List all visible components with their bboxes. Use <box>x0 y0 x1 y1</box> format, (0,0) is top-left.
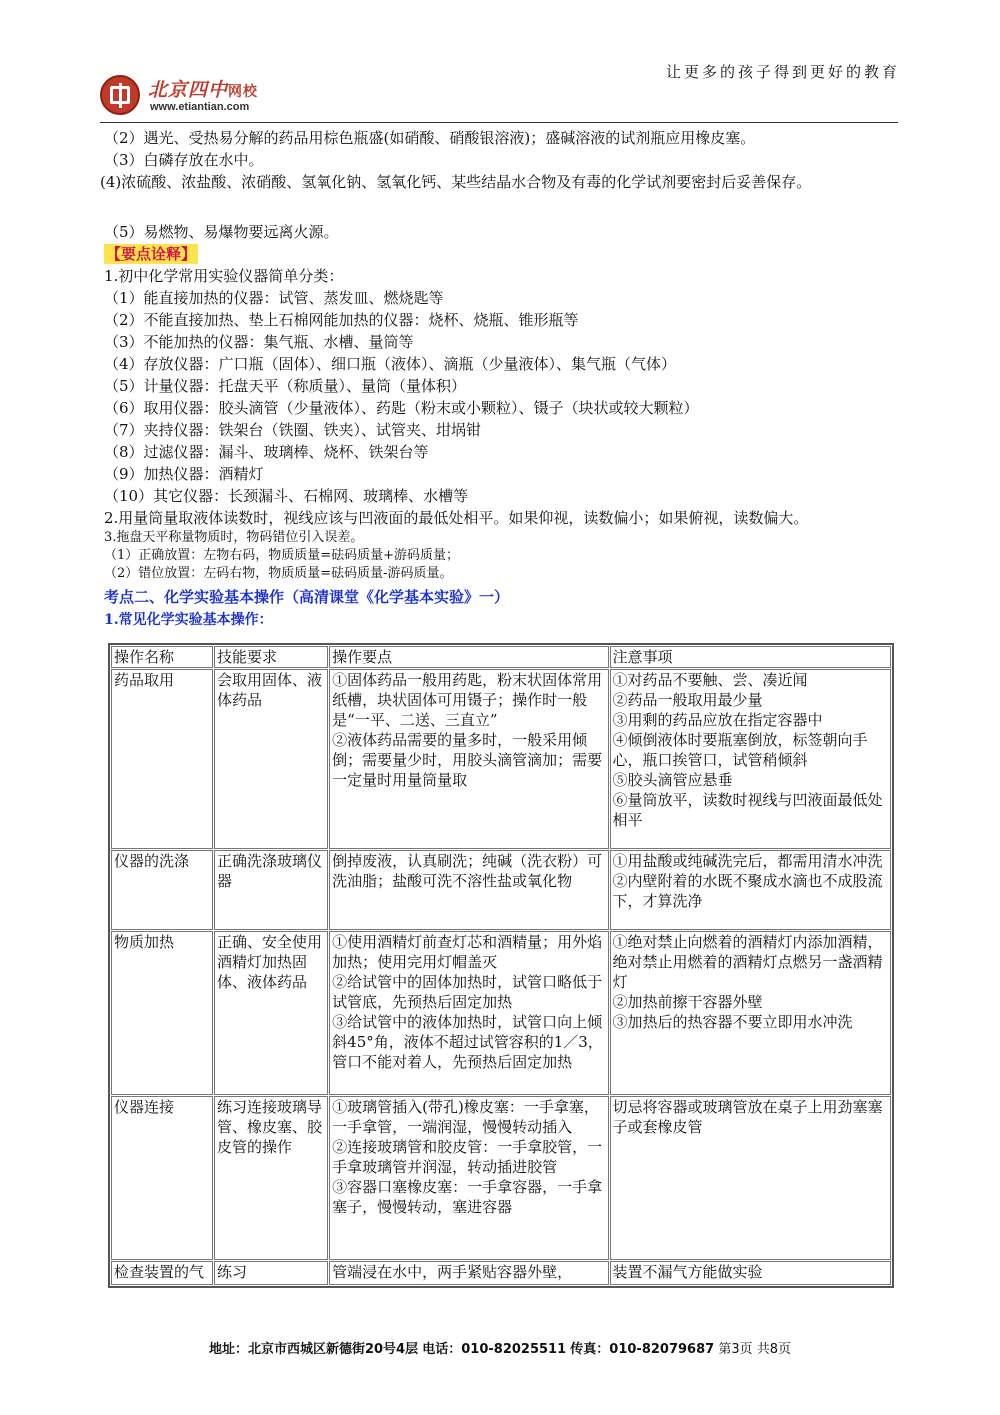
op-name-cell: 仪器连接 <box>111 1096 213 1260</box>
op-notes-cell: ①用盐酸或纯碱洗完后，都需用清水冲洗 ②内壁附着的水既不聚成水滴也不成股流下，才算洗净 <box>610 850 891 930</box>
table-row <box>111 1096 891 1260</box>
instrument-item: （7）夹持仪器：铁架台（铁圈、铁夹）、试管夹、坩埚钳 <box>104 421 482 439</box>
operations-table <box>108 643 894 1288</box>
instrument-item: （5）计量仪器：托盘天平（称质量）、量筒（量体积） <box>104 377 467 395</box>
op-points-cell: ①使用酒精灯前查灯芯和酒精量；用外焰加热；使用完用灯帽盖灭 ②给试管中的固体加热时，试管口略低于试管底，先预热后固定加热 ③给试管中的液体加热时，试管口向上倾斜45°角，液体不超过试管容积的1／3，管口不能对着人，先预热后固定加热 <box>329 931 608 1095</box>
page-number: 第3页 共8页 <box>718 1342 792 1357</box>
table-row <box>111 931 891 1095</box>
page-content <box>100 127 904 631</box>
intro-line: （3）白磷存放在水中。 <box>104 151 264 169</box>
table-row <box>111 850 891 930</box>
op-points-cell: ①固体药品一般用药匙，粉末状固体常用纸槽，块状固体可用镊子；操作时一般是“一平、二送、三直立” ②液体药品需要的量多时，一般采用倾倒；需要量少时，用胶头滴管滴加；需要一定量时用量筒量取 <box>329 669 608 849</box>
op-skill-cell: 正确、安全使用酒精灯加热固体、液体药品 <box>214 931 328 1095</box>
logo-url: www.etiantian.com <box>150 101 250 113</box>
op-name-cell: 仪器的洗涤 <box>111 850 213 930</box>
op-skill-cell: 会取用固体、液体药品 <box>214 669 328 849</box>
table-header-cell: 操作要点 <box>329 646 608 668</box>
school-logo[interactable] <box>100 73 300 123</box>
key-point-2: 2.用量筒量取液体读数时，视线应该与凹液面的最低处相平。如果仰视，读数偏小；如果俯视，读数偏大。 <box>104 509 809 527</box>
key-point-3b: （2）错位放置：左码右物，物质质量=砝码质量-游码质量。 <box>104 566 453 581</box>
table-row <box>111 669 891 849</box>
section-subtitle: 1.常见化学实验基本操作： <box>104 612 273 628</box>
footer-address: 地址：北京市西城区新德街20号4层 <box>208 1342 419 1357</box>
intro-line: （2）遇光、受热易分解的药品用棕色瓶盛(如硝酸、硝酸银溶液)；盛碱溶液的试剂瓶应用橡皮塞。 <box>104 129 756 147</box>
page-footer <box>0 1338 1000 1357</box>
instrument-item: （4）存放仪器：广口瓶（固体）、细口瓶（液体）、滴瓶（少量液体）、集气瓶（气体） <box>104 355 677 373</box>
intro-line: （5）易燃物、易爆物要远离火源。 <box>104 223 339 241</box>
table-header-cell: 技能要求 <box>214 646 328 668</box>
table-row <box>111 1261 891 1285</box>
op-skill-cell: 正确洗涤玻璃仪器 <box>214 850 328 930</box>
instrument-item: （9）加热仪器：酒精灯 <box>104 465 264 483</box>
op-points-cell: ①玻璃管插入(带孔)橡皮塞：一手拿塞，一手拿管，一端润湿，慢慢转动插入 ②连接玻璃管和胶皮管：一手拿胶管，一手拿玻璃管并润湿，转动插进胶管 ③容器口塞橡皮塞：一手拿容器，一手拿塞子，慢慢转动，塞进容器 <box>329 1096 608 1260</box>
key-point-3a: （1）正确放置：左物右码，物质质量=砝码质量+游码质量； <box>104 548 460 563</box>
header-divider <box>100 122 898 123</box>
footer-fax: 传真：010-82079687 <box>570 1342 715 1357</box>
logo-sub: 网校 <box>228 84 259 100</box>
op-notes-cell: ①绝对禁止向燃着的酒精灯内添加酒精，绝对禁止用燃着的酒精灯点燃另一盏酒精灯 ②加热前擦干容器外壁 ③加热后的热容器不要立即用水冲洗 <box>610 931 891 1095</box>
op-points-cell: 倒掉废液，认真刷洗；纯碱（洗衣粉）可洗油脂；盐酸可洗不溶性盐或氧化物 <box>329 850 608 930</box>
key-points-title: 1.初中化学常用实验仪器简单分类： <box>104 267 344 285</box>
header-slogan: 让更多的孩子得到更好的教育 <box>665 63 900 81</box>
instrument-item: （10）其它仪器：长颈漏斗、石棉网、玻璃棒、水槽等 <box>104 487 469 505</box>
op-skill-cell: 练习连接玻璃导管、橡皮塞、胶皮管的操作 <box>214 1096 328 1260</box>
page-header <box>100 55 900 125</box>
op-name-cell: 检查装置的气 <box>111 1261 213 1285</box>
instrument-item: （3）不能加热的仪器：集气瓶、水槽、量筒等 <box>104 333 414 351</box>
logo-emblem-icon <box>100 75 140 115</box>
table-header-cell: 操作名称 <box>111 646 213 668</box>
instrument-item: （1）能直接加热的仪器：试管、蒸发皿、燃烧匙等 <box>104 289 444 307</box>
op-skill-cell: 练习 <box>214 1261 328 1285</box>
op-name-cell: 物质加热 <box>111 931 213 1095</box>
key-points-label: 【要点诠释】 <box>106 245 197 263</box>
op-notes-cell: 装置不漏气方能做实验 <box>610 1261 891 1285</box>
section-title: 考点二、化学实验基本操作（高清课堂《化学基本实验》一） <box>104 588 510 606</box>
logo-name: 北京四中 <box>148 79 229 101</box>
key-point-3: 3.拖盘天平称量物质时，物码错位引入误差。 <box>104 530 364 545</box>
op-name-cell: 药品取用 <box>111 669 213 849</box>
footer-phone: 电话：010-82025511 <box>422 1342 567 1357</box>
table-header-cell: 注意事项 <box>610 646 891 668</box>
instrument-item: （6）取用仪器：胶头滴管（少量液体）、药匙（粉末或小颗粒）、镊子（块状或较大颗粒） <box>104 399 699 417</box>
intro-line: (4)浓硫酸、浓盐酸、浓硝酸、氢氧化钠、氢氧化钙、某些结晶水合物及有毒的化学试剂要密封后妥善保存。 <box>100 173 812 191</box>
instrument-item: （8）过滤仪器：漏斗、玻璃棒、烧杯、铁架台等 <box>104 443 429 461</box>
instrument-item: （2）不能直接加热、垫上石棉网能加热的仪器：烧杯、烧瓶、锥形瓶等 <box>104 311 579 329</box>
op-notes-cell: ①对药品不要触、尝、凑近闻 ②药品一般取用最少量 ③用剩的药品应放在指定容器中 ④倾倒液体时要瓶塞倒放，标签朝向手心，瓶口挨管口，试管稍倾斜 ⑤胶头滴管应悬垂 ⑥量筒放平，读数时视线与凹液面最低处相平 <box>610 669 891 849</box>
op-points-cell: 管端浸在水中，两手紧贴容器外壁， <box>329 1261 608 1285</box>
table-header-row <box>111 646 891 668</box>
op-notes-cell: 切忌将容器或玻璃管放在桌子上用劲塞塞子或套橡皮管 <box>610 1096 891 1260</box>
